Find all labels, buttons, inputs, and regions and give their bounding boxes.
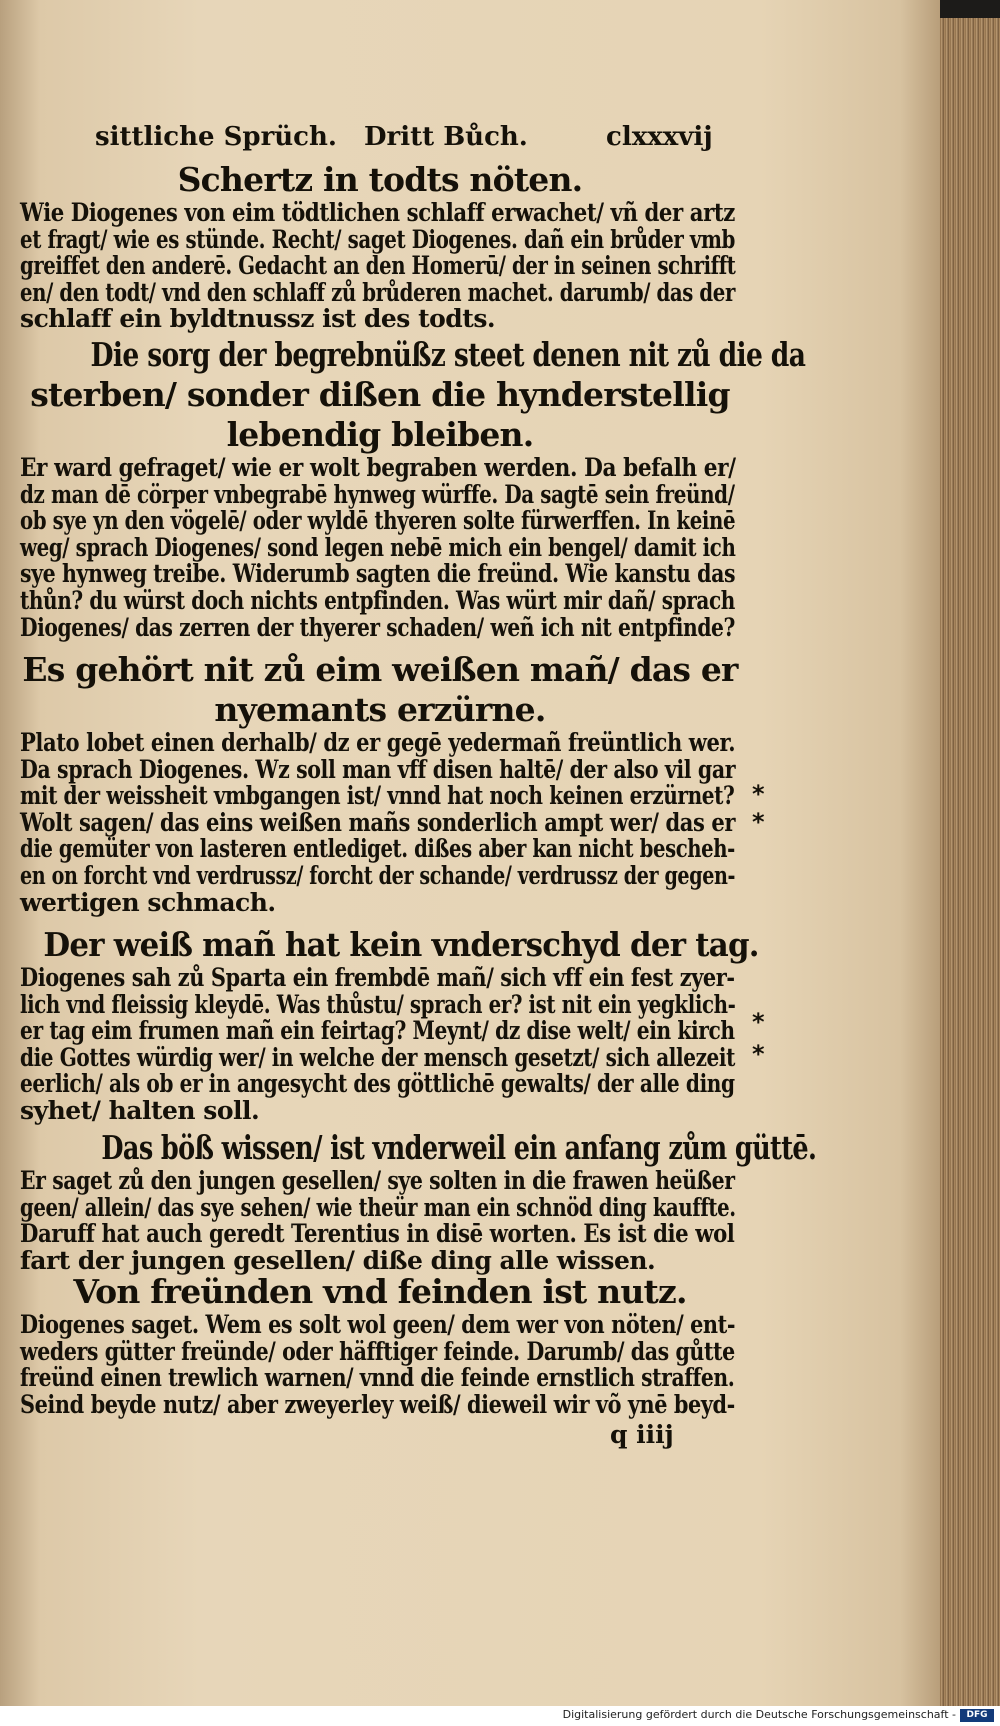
text-line: sye hynweg treibe. Widerumb sagten die freünd. Wie kanstu das [20,559,736,589]
section-heading: Die sorg der begrebnüßz steet denen nit zů die da [90,335,806,374]
text-line: Wolt sagen/ das eins weißen mañs sonderlich ampt wer/ das er [20,807,736,837]
text-line: thůn? du würst doch nichts entpfinden. Was würt mir dañ/ sprach [20,585,735,615]
marginal-asterisk: * [752,808,765,836]
text-line: mit der weissheit vmbgangen ist/ vnnd hat noch keinen erzürnet? [20,781,735,811]
text-line: et fragt/ wie es stünde. Recht/ saget Diogenes. dañ ein brůder vmb [20,224,736,254]
text-line: die Gottes würdig wer/ in welche der mensch gesetzt/ sich allezeit [20,1042,735,1072]
running-head-folio: clxxxvij [606,122,713,152]
text-line: Diogenes saget. Wem es solt wol geen/ dem wer von nöten/ ent- [20,1310,736,1339]
text-line: lich vnd fleissig kleydē. Was thůstu/ sprach er? ist nit ein yegklich- [20,989,736,1019]
text-line: Er saget zů den jungen gesellen/ sye solten in die frawen heüßer [20,1166,735,1195]
text-line: Wie Diogenes von eim tödtlichen schlaff erwachet/ vñ der artz [20,198,735,227]
section-heading: nyemants erzürne. [214,690,546,729]
marginal-asterisk: * [752,1008,765,1036]
text-line: eerlich/ als ob er in angesycht des göttlichē gewalts/ der alle ding [20,1069,735,1099]
running-head [0,122,940,156]
text-line: en on forcht vnd verdrussz/ forcht der schande/ verdrussz der gegen- [20,860,736,890]
text-line: er tag eim frumen mañ ein feirtag? Meynt/ dz dise welt/ ein kirch [20,1016,735,1046]
text-line: Daruff hat auch geredt Terentius in disē worten. Es ist die wol [20,1219,735,1249]
funding-notice: Digitalisierung gefördert durch die Deutsche Forschungsgemeinschaft - [562,1708,956,1721]
section-heading: Der weiß mañ hat kein vnderschyd der tag. [43,925,759,964]
text-line: greiffet den anderē. Gedacht an den Homerū/ der in seinen schrifft [20,251,736,281]
text-line: weders gütter freünde/ oder häfftiger feinde. Darumb/ das gůtte [20,1336,735,1366]
text-line: dz man dē cörper vnbegrabē hynweg würffe. Da sagtē sein freünd/ [20,479,735,509]
text-line: die gemüter von lasteren entlediget. dißes aber kan nicht bescheh- [20,834,735,864]
section-2 [20,335,806,642]
text-line: geen/ allein/ das sye sehen/ wie theür man ein schnöd ding kauffte. [20,1192,736,1222]
text-line: Diogenes sah zů Sparta ein frembdē mañ/ sich vff ein fest zyer- [20,963,735,992]
text-line: wertigen schmach. [20,887,276,917]
text-line: freünd einen trewlich warnen/ vnnd die feinde ernstlich straffen. [20,1363,735,1393]
section-heading: Es gehört nit zů eim weißen mañ/ das er [22,650,738,689]
section-1 [20,160,740,333]
text-line: syhet/ halten soll. [20,1095,260,1125]
book-edge [940,18,1000,1706]
text-line: Seind beyde nutz/ aber zweyerley weiß/ dieweil wir võ ynē beyd- [20,1389,735,1419]
signature-mark: q iiij [610,1420,674,1449]
text-line: Da sprach Diogenes. Wz soll man vff disen haltē/ der also vil gar [20,754,736,784]
text-line: fart der jungen gesellen/ diße ding alle wissen. [20,1245,656,1275]
marginal-asterisk: * [752,780,765,808]
section-heading: Von freünden vnd feinden ist nutz. [73,1272,687,1311]
marginal-asterisk: * [752,1040,765,1068]
text-line: Plato lobet einen derhalb/ dz er gegē yedermañ freüntlich wer. [20,728,736,757]
section-6 [20,1272,740,1418]
section-heading: lebendig bleiben. [226,415,534,454]
dfg-logo: DFG [960,1709,994,1722]
section-heading: Das böß wissen/ ist vnderweil ein anfang zům güttē. [101,1128,817,1167]
text-line: schlaff ein byldtnussz ist des todts. [20,304,496,334]
running-head-center: Dritt Bůch. [364,122,528,152]
section-3 [20,650,740,916]
running-head-left: sittliche Sprüch. [95,122,337,152]
text-line: ob sye yn den vögelē/ oder wyldē thyeren solte fürwerffen. In keinē [20,506,736,536]
section-5 [20,1128,817,1275]
text-line: weg/ sprach Diogenes/ sond legen nebē mich ein bengel/ damit ich [20,532,736,562]
text-line: Diogenes/ das zerren der thyerer schaden/ weñ ich nit entpfinde? [20,612,735,642]
section-heading: sterben/ sonder dißen die hynderstellig [30,375,730,414]
section-4 [20,925,759,1125]
footer-bar [0,1706,1000,1726]
section-heading: Schertz in todts nöten. [177,160,583,199]
text-line: en/ den todt/ vnd den schlaff zů brůderen machet. darumb/ das der [20,277,735,307]
text-line: Er ward gefraget/ wie er wolt begraben werden. Da befalh er/ [20,453,736,482]
